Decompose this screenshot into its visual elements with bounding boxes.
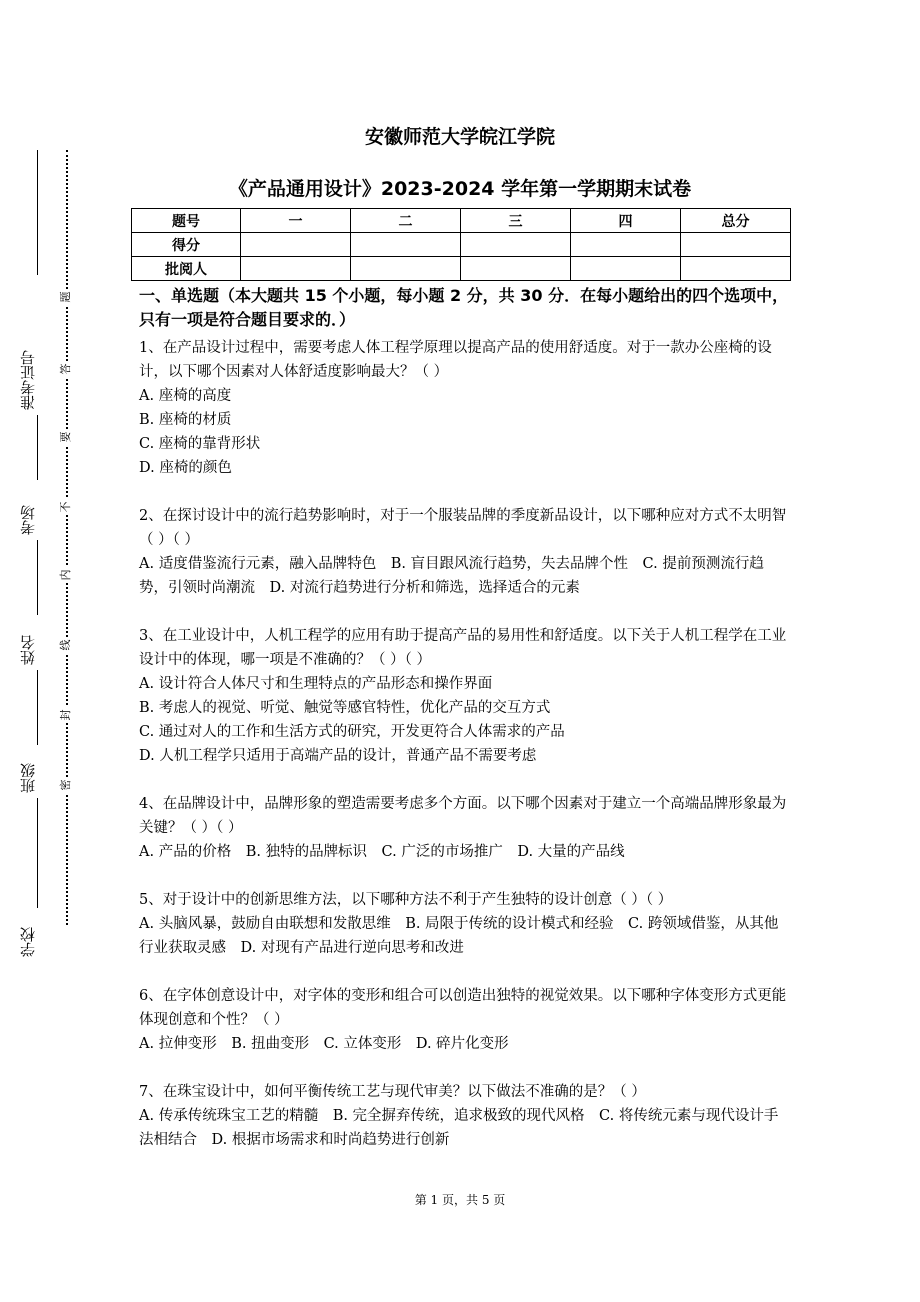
grader-cell[interactable]	[571, 257, 681, 281]
class-label: 班级	[19, 763, 37, 793]
option: A. 设计符合人体尺寸和生理特点的产品形态和操作界面	[139, 676, 493, 692]
section-title: 一、单选题（本大题共 15 个小题，每小题 2 分，共 30 分．在每小题给出的四个选项中，只有一项是符合题目要求的．）	[139, 286, 789, 329]
score-cell[interactable]	[241, 233, 351, 257]
school-title: 安徽师范大学皖江学院	[364, 126, 555, 148]
option: B. 座椅的材质	[139, 412, 232, 428]
seal-char: 内	[59, 567, 73, 583]
table-row	[132, 233, 791, 257]
question-stem: 2、在探讨设计中的流行趋势影响时，对于一个服装品牌的季度新品设计，以下哪种应对方式不太明智（ ）（ ）	[139, 508, 787, 548]
score-cell[interactable]	[351, 233, 461, 257]
table-header-cell: 三	[461, 209, 571, 233]
question-stem: 3、在工业设计中，人机工程学的应用有助于提高产品的易用性和舒适度。以下关于人机工程学在工业设计中的体现，哪一项是不准确的？（ ）（ ）	[139, 628, 787, 668]
option: A. 头脑风暴，鼓励自由联想和发散思维 B. 局限于传统的设计模式和经验 C. 跨领域借鉴，从其他行业获取灵感 D. 对现有产品进行逆向思考和改进	[139, 916, 779, 956]
score-cell[interactable]	[681, 233, 791, 257]
field-line	[37, 798, 38, 908]
option: C. 通过对人的工作和生活方式的研究，开发更符合人体需求的产品	[139, 724, 565, 740]
table-header-cell: 四	[571, 209, 681, 233]
score-table	[131, 208, 791, 281]
exam-title: 《产品通用设计》2023-2024 学年第一学期期末试卷	[228, 178, 692, 200]
grader-cell[interactable]	[461, 257, 571, 281]
grader-cell[interactable]	[681, 257, 791, 281]
admission-number-label: 准考证号	[19, 350, 37, 410]
option: D. 座椅的颜色	[139, 460, 232, 476]
score-cell[interactable]	[571, 233, 681, 257]
field-line	[37, 670, 38, 745]
option: D. 人机工程学只适用于高端产品的设计，普通产品不需要考虑	[139, 748, 537, 764]
table-header-cell: 总分	[681, 209, 791, 233]
option: A. 传承传统珠宝工艺的精髓 B. 完全摒弃传统，追求极致的现代风格 C. 将传统元素与现代设计手法相结合 D. 根据市场需求和时尚趋势进行创新	[139, 1108, 779, 1148]
seal-char: 不	[59, 499, 73, 515]
score-cell[interactable]	[461, 233, 571, 257]
field-line	[37, 415, 38, 480]
seal-char: 密	[59, 777, 73, 793]
field-line	[37, 540, 38, 615]
table-row	[132, 209, 791, 233]
question-stem: 5、对于设计中的创新思维方法，以下哪种方法不利于产生独特的设计创意（ ）（ ）	[139, 892, 673, 908]
question-section	[139, 284, 789, 1152]
option: A. 产品的价格 B. 独特的品牌标识 C. 广泛的市场推广 D. 大量的产品线	[139, 844, 625, 860]
row-label-cell: 批阅人	[132, 257, 241, 281]
seal-char: 要	[59, 429, 73, 445]
question-stem: 4、在品牌设计中，品牌形象的塑造需要考虑多个方面。以下哪个因素对于建立一个高端品牌形象最为关键？（ ）（ ）	[139, 796, 787, 836]
question-stem: 1、在产品设计过程中，需要考虑人体工程学原理以提高产品的使用舒适度。对于一款办公座椅的设计，以下哪个因素对人体舒适度影响最大？（ ）	[139, 340, 772, 380]
option: A. 座椅的高度	[139, 388, 232, 404]
grader-cell[interactable]	[241, 257, 351, 281]
option: C. 座椅的靠背形状	[139, 436, 261, 452]
seal-char: 题	[59, 289, 73, 305]
field-line	[37, 150, 38, 275]
row-label-cell: 得分	[132, 233, 241, 257]
option: A. 拉伸变形 B. 扭曲变形 C. 立体变形 D. 碎片化变形	[139, 1036, 509, 1052]
option: A. 适度借鉴流行元素，融入品牌特色 B. 盲目跟风流行趋势，失去品牌个性 C. 提前预测流行趋势，引领时尚潮流 D. 对流行趋势进行分析和筛选，选择适合的元素	[139, 556, 764, 596]
seal-char: 答	[59, 361, 73, 377]
school-label: 学校	[19, 927, 37, 957]
seal-char: 线	[59, 637, 73, 653]
name-label: 姓名	[19, 635, 37, 665]
seal-char: 封	[59, 707, 73, 723]
page-number: 第 1 页，共 5 页	[414, 1193, 506, 1207]
table-header-cell: 二	[351, 209, 461, 233]
table-row	[132, 257, 791, 281]
exam-room-label: 考场	[19, 505, 37, 535]
seal-dotted-line	[66, 150, 68, 925]
question-stem: 6、在字体创意设计中，对字体的变形和组合可以创造出独特的视觉效果。以下哪种字体变形方式更能体现创意和个性？（ ）	[139, 988, 787, 1028]
grader-cell[interactable]	[351, 257, 461, 281]
table-header-cell: 一	[241, 209, 351, 233]
option: B. 考虑人的视觉、听觉、触觉等感官特性，优化产品的交互方式	[139, 700, 551, 716]
question-stem: 7、在珠宝设计中，如何平衡传统工艺与现代审美？以下做法不准确的是？（ ）	[139, 1084, 646, 1100]
table-header-cell: 题号	[132, 209, 241, 233]
